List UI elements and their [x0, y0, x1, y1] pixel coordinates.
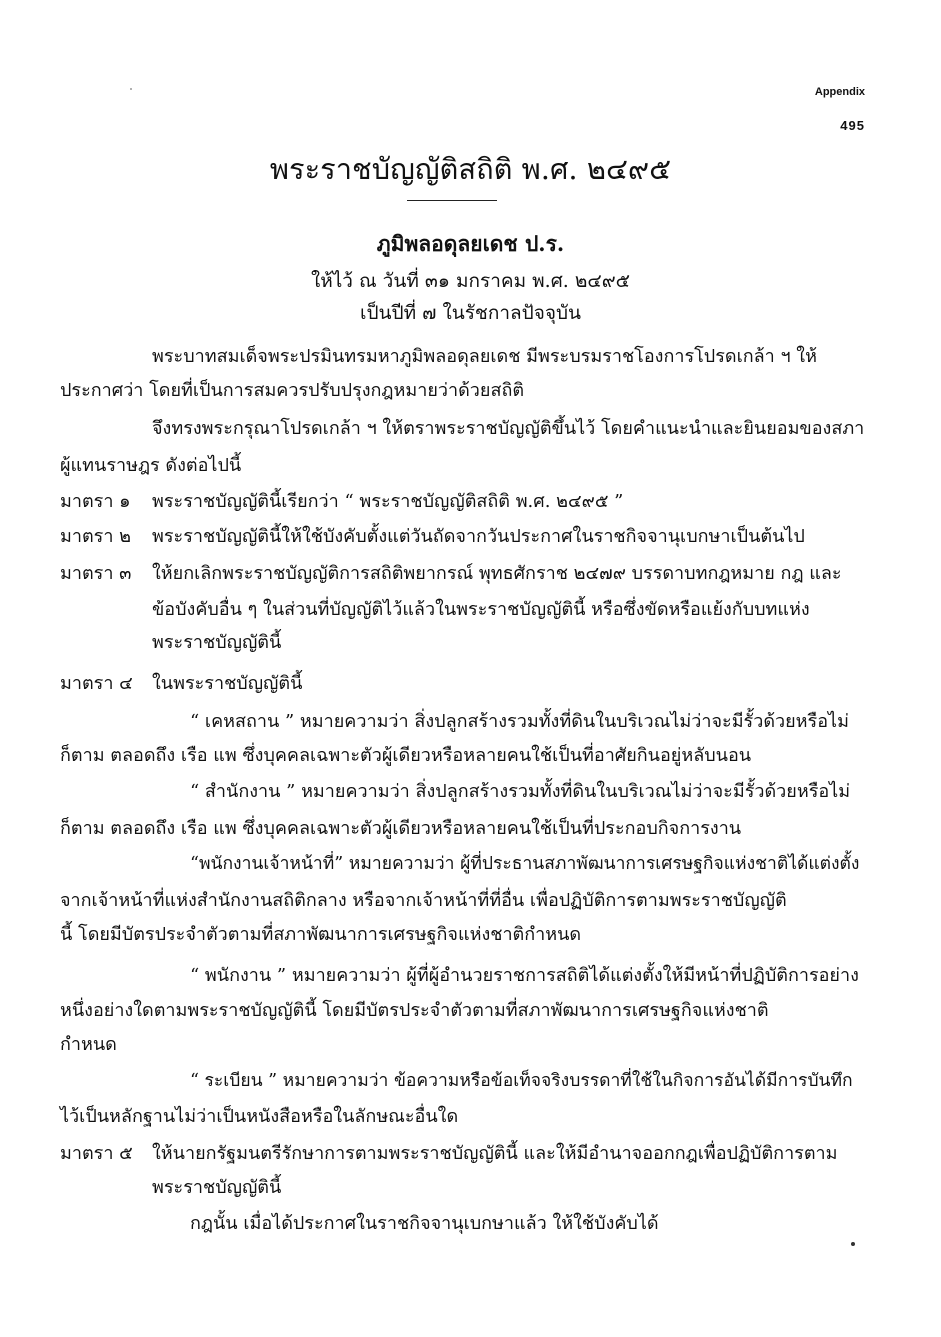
reign-year: เป็นปีที่ ๗ ในรัชกาลปัจจุบัน: [359, 302, 582, 324]
section-5-line-3: กฎนั้น เมื่อได้ประกาศในราชกิจจานุเบกษาแล้ว ให้ใช้บังคับได้: [190, 1213, 659, 1234]
title-divider: [407, 200, 497, 201]
section-2-label: มาตรา ๒: [60, 526, 132, 547]
definition-official-line-1: “พนักงานเจ้าหน้าที่” หมายความว่า ผู้ที่ประธานสภาพัฒนาการเศรษฐกิจแห่งชาติได้แต่งตั้ง: [190, 854, 860, 874]
section-3-line-2: ข้อบังคับอื่น ๆ ในส่วนที่บัญญัติไว้แล้วในพระราชบัญญัตินี้ หรือซึ่งขัดหรือแย้งกับบทแห่ง: [152, 599, 810, 620]
preamble-line-1: พระบาทสมเด็จพระปรมินทรมหาภูมิพลอดุลยเดช มีพระบรมราชโองการโปรดเกล้า ฯ ให้: [152, 346, 817, 367]
section-3-line-1: ให้ยกเลิกพระราชบัญญัติการสถิติพยากรณ์ พุทธศักราช ๒๔๗๙ บรรดาบทกฎหมาย กฎ และ: [152, 563, 842, 584]
preamble-line-4: ผู้แทนราษฎร ดังต่อไปนี้: [60, 455, 242, 476]
definition-employee-line-2: หนึ่งอย่างใดตามพระราชบัญญัตินี้ โดยมีบัตรประจำตัวตามที่สภาพัฒนาการเศรษฐกิจแห่งชาติ: [60, 1000, 769, 1021]
section-4-intro: ในพระราชบัญญัตินี้: [152, 673, 303, 694]
preamble-line-3: จึงทรงพระกรุณาโปรดเกล้า ฯ ให้ตราพระราชบัญญัติขึ้นไว้ โดยคำแนะนำและยินยอมของสภา: [152, 418, 865, 439]
act-title: พระราชบัญญัติสถิติ พ.ศ. ๒๔๙๕: [269, 152, 672, 186]
section-3-label: มาตรา ๓: [60, 563, 132, 584]
appendix-label: Appendix: [814, 86, 865, 98]
definition-dwelling-line-2: ก็ตาม ตลอดถึง เรือ แพ ซึ่งบุคคลเฉพาะตัวผู้เดียวหรือหลายคนใช้เป็นที่อาศัยกินอยู่หลับนอน: [60, 745, 752, 766]
section-5-label: มาตรา ๕: [60, 1143, 133, 1164]
definition-employee-line-1: “ พนักงาน ” หมายความว่า ผู้ที่ผู้อำนวยราชการสถิติได้แต่งตั้งให้มีหน้าที่ปฏิบัติการอย่าง: [190, 965, 859, 986]
preamble-line-2: ประกาศว่า โดยที่เป็นการสมควรปรับปรุงกฎหมายว่าด้วยสถิติ: [60, 380, 525, 401]
definition-official-line-3: นี้ โดยมีบัตรประจำตัวตามที่สภาพัฒนาการเศรษฐกิจแห่งชาติกำหนด: [60, 924, 582, 945]
scan-speck: [130, 88, 132, 90]
definition-record-line-2: ไว้เป็นหลักฐานไม่ว่าเป็นหนังสือหรือในลักษณะอื่นใด: [60, 1106, 459, 1127]
section-5-line-2: พระราชบัญญัตินี้: [152, 1177, 282, 1198]
definition-official-line-2: จากเจ้าหน้าที่แห่งสำนักงานสถิติกลาง หรือจากเจ้าหน้าที่ที่อื่น เพื่อปฏิบัติการตามพระราชบัญญัติ: [60, 890, 787, 911]
section-4-label: มาตรา ๔: [60, 673, 133, 694]
section-3-line-3: พระราชบัญญัตินี้: [152, 632, 282, 653]
definition-office-line-1: “ สำนักงาน ” หมายความว่า สิ่งปลูกสร้างรวมทั้งที่ดินในบริเวณไม่ว่าจะมีรั้วด้วยหรือไม่: [190, 781, 851, 802]
royal-signature: ภูมิพลอดุลยเดช ป.ร.: [376, 231, 565, 256]
definition-office-line-2: ก็ตาม ตลอดถึง เรือ แพ ซึ่งบุคคลเฉพาะตัวผู้เดียวหรือหลายคนใช้เป็นที่ประกอบกิจการงาน: [60, 818, 742, 839]
section-1-label: มาตรา ๑: [60, 491, 131, 512]
section-1-text: พระราชบัญญัตินี้เรียกว่า “ พระราชบัญญัติสถิติ พ.ศ. ๒๔๙๕ ”: [152, 491, 624, 512]
section-5-line-1: ให้นายกรัฐมนตรีรักษาการตามพระราชบัญญัตินี้ และให้มีอำนาจออกกฎเพื่อปฏิบัติการตาม: [152, 1143, 838, 1164]
page-number: 495: [840, 118, 865, 133]
section-2-text: พระราชบัญญัตินี้ให้ใช้บังคับตั้งแต่วันถัดจากวันประกาศในราชกิจจานุเบกษาเป็นต้นไป: [152, 526, 805, 547]
given-date: ให้ไว้ ณ วันที่ ๓๑ มกราคม พ.ศ. ๒๔๙๕: [310, 270, 631, 292]
definition-record-line-1: “ ระเบียน ” หมายความว่า ข้อความหรือข้อเท็จจริงบรรดาที่ใช้ในกิจการอันได้มีการบันทึก: [190, 1071, 853, 1091]
definition-dwelling-line-1: “ เคหสถาน ” หมายความว่า สิ่งปลูกสร้างรวมทั้งที่ดินในบริเวณไม่ว่าจะมีรั้วด้วยหรือไม่: [190, 711, 849, 732]
scan-mark: [851, 1242, 855, 1246]
definition-employee-line-3: กำหนด: [60, 1034, 117, 1055]
